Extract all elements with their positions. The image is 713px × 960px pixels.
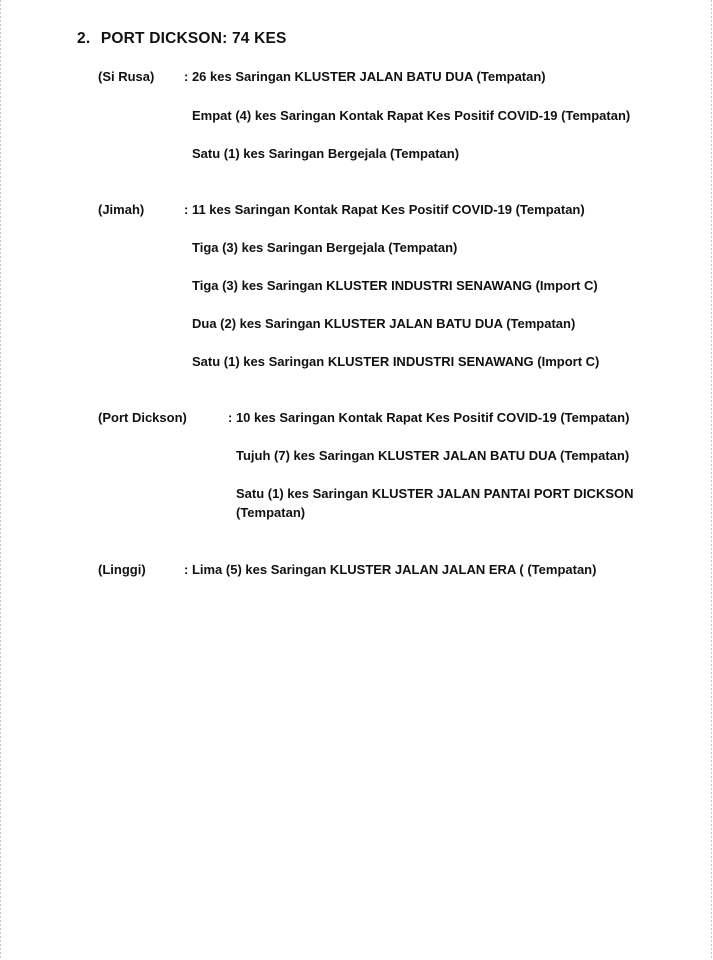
- case-line: Satu (1) kes Saringan KLUSTER INDUSTRI SENAWANG (Import C): [192, 354, 600, 369]
- section-heading: [77, 30, 287, 48]
- page-edge-right: [711, 0, 712, 960]
- location-label-si-rusa: (Si Rusa): [98, 69, 155, 84]
- case-line: : Lima (5) kes Saringan KLUSTER JALAN JALAN ERA ( (Tempatan): [184, 562, 597, 577]
- case-line: : 11 kes Saringan Kontak Rapat Kes Positif COVID-19 (Tempatan): [184, 202, 585, 217]
- section-number: 2.: [77, 30, 91, 47]
- case-line: Satu (1) kes Saringan KLUSTER JALAN PANTAI PORT DICKSON (Tempatan): [236, 486, 634, 520]
- case-line: Empat (4) kes Saringan Kontak Rapat Kes Positif COVID-19 (Tempatan): [192, 108, 631, 123]
- page-edge-left: [0, 0, 1, 960]
- section-title-text: PORT DICKSON: 74 KES: [100, 30, 287, 47]
- case-line: Tujuh (7) kes Saringan KLUSTER JALAN BATU DUA (Tempatan): [236, 448, 630, 463]
- location-label-port-dickson: (Port Dickson): [98, 410, 187, 425]
- case-line: Dua (2) kes Saringan KLUSTER JALAN BATU DUA (Tempatan): [192, 316, 576, 331]
- case-line: Satu (1) kes Saringan Bergejala (Tempatan): [192, 146, 460, 161]
- case-line: Tiga (3) kes Saringan Bergejala (Tempatan): [192, 240, 458, 255]
- case-line: Tiga (3) kes Saringan KLUSTER INDUSTRI SENAWANG (Import C): [192, 278, 598, 293]
- case-line: : 26 kes Saringan KLUSTER JALAN BATU DUA (Tempatan): [184, 69, 546, 84]
- case-line: : 10 kes Saringan Kontak Rapat Kes Positif COVID-19 (Tempatan): [228, 410, 630, 425]
- location-label-jimah: (Jimah): [98, 202, 145, 217]
- location-label-linggi: (Linggi): [98, 562, 146, 577]
